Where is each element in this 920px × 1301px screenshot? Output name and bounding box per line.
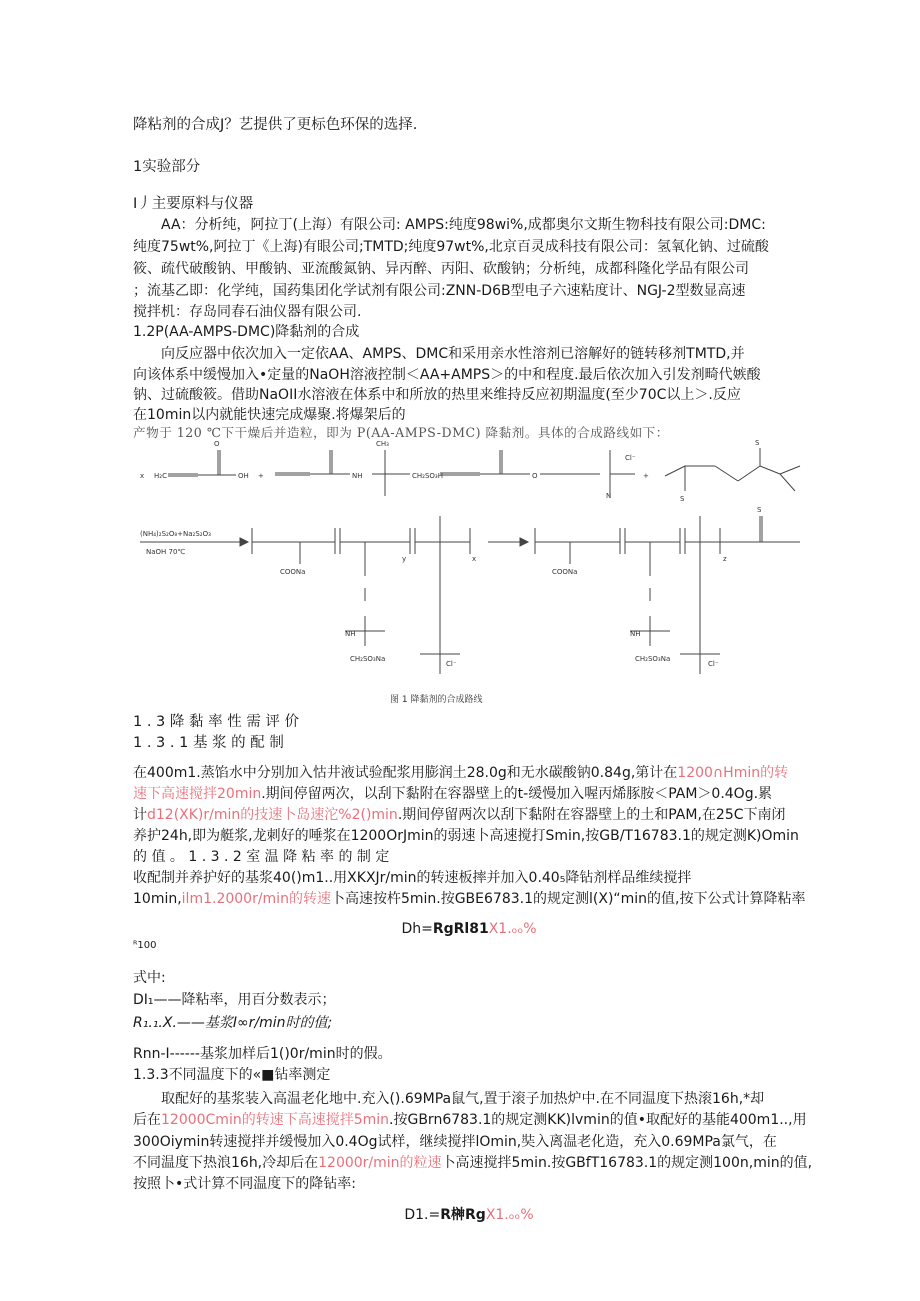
polymer2-nh-label: NH xyxy=(630,630,641,638)
base-slurry-text: .期间停留两次，以刮下黏附在容器壁上的t-缓慢加入喔丙烯豚胺＜PAM＞0.4Og.累 xyxy=(261,786,773,802)
amps-ch3-label: CH₃ xyxy=(376,440,389,448)
temp-line-3: 300Oiymin转速搅拌并缓慢加入0.4Og试样，继续搅拌lOmin,奘入离温老化造，充入0.69MPa氯气，在 xyxy=(133,1134,777,1150)
definition-2: R₁.₁.X.——基浆I∞r/min时的值; xyxy=(133,1015,333,1031)
polymer1-coona-label: COONa xyxy=(280,568,306,576)
dmc-o-label: O xyxy=(532,472,538,480)
r100-label: ᴿ100 xyxy=(133,940,157,951)
formula-lhs: Dh= xyxy=(401,921,433,937)
subsection-heading-synthesis: 1.2P(AA-AMPS-DMC)降黏剂的合成 xyxy=(133,324,360,340)
amps-nh-label: NH xyxy=(352,472,363,480)
polymer1-y-label: y xyxy=(402,555,407,563)
subsection-heading-temperature: 1.3.3不同温度下的«■钻率测定 xyxy=(133,1067,331,1083)
base-slurry-text: 10min, xyxy=(133,891,182,907)
base-slurry-line-4: 养护24h,即为艇浆,龙刺好的唾浆在1200OrJmin的弱速卜高速搅打Smin,按GB/T16783.1的规定测K)Omin xyxy=(133,828,799,844)
formula-fraction: RgRl81 xyxy=(432,921,489,937)
subsection-heading-materials: I丿主要原料与仪器 xyxy=(133,196,254,212)
synthesis-line-3: 钠、过硫酸筱。借助NaOII水溶液在体系中和所放的热里来维持反应初期温度(至少70C以上＞.反应 xyxy=(133,387,741,403)
monomer-oh-label: OH xyxy=(238,472,249,480)
figure-caption: 图 1 降黏剂的合成路线 xyxy=(390,695,483,705)
formula-fraction: R榊Rg xyxy=(440,1207,486,1223)
amps-so3h-label: CH₂SO₃H xyxy=(412,472,443,480)
polymer1-nh-label: NH xyxy=(345,630,356,638)
base-slurry-text: 计 xyxy=(133,807,147,823)
polymer2-so3na-label: CH₂SO₃Na xyxy=(635,655,671,663)
synthesis-line-2: 向该体系中缓慢加入•定量的NaOH溶液控制＜AA+AMPS＞的中和程度.最后依次加入引发剂畸代嫉酸 xyxy=(133,367,761,383)
highlight-text: d12(XK)r/min的技速卜岛速沱%2()min xyxy=(147,807,398,823)
subsection-heading-base-slurry: 1 . 3 . 1 基 浆 的 配 制 xyxy=(133,735,284,751)
base-slurry-line-1 xyxy=(133,763,805,783)
section-heading-experimental: 1实验部分 xyxy=(133,159,201,175)
materials-line-3: 筱、疏代破酸钠、甲酸钠、亚流酸氮钠、异丙醉、丙阳、砍酸钠；分析纯，成都科隆化学品有限公司 xyxy=(133,261,749,277)
base-slurry-line-5: 的 值 。 1 . 3 . 2 室 温 降 粘 率 的 制 定 xyxy=(133,849,390,865)
formula-multiplier: X1.ₒₒ% xyxy=(485,1207,534,1223)
temp-text: 后在 xyxy=(133,1112,161,1128)
tmtd-plus-label: + xyxy=(643,472,649,480)
tmtd-s-label: S xyxy=(680,495,685,503)
intro-line: 降粘剂的合成J？艺提供了更标色环保的选择. xyxy=(133,117,418,133)
materials-line-4: ；流基乙即：化学纯，国药集团化学试剂有限公司:ZNN-D6B型电子六速粘度计、NGJ-2型数显高速 xyxy=(133,283,746,299)
reagents-line-1: (NH₄)₂S₂O₈+Na₂S₂O₃ xyxy=(140,530,211,538)
base-slurry-line-3 xyxy=(133,805,805,825)
base-slurry-line-2 xyxy=(133,784,805,804)
base-slurry-line-7 xyxy=(133,889,805,909)
materials-line-1: AA：分析纯，阿拉丁(上海）有限公司: AMPS:纯度98wi%,成都奥尔文斯生物科技有限公司:DMC: xyxy=(161,217,766,233)
base-slurry-line-6: 收配制并养护好的基浆40()m1..用XKXJr/min的转速板摔并加入0.40₅降钻剂样品维续搅拌 xyxy=(133,870,692,886)
temp-line-4 xyxy=(133,1153,813,1173)
polymer1-so3na-label: CH₂SO₃Na xyxy=(350,655,386,663)
polymer2-s-label: S xyxy=(757,506,762,514)
polymer2-coona-label: COONa xyxy=(552,568,578,576)
temp-text: .按GBrn6783.1的规定测KK)lvmin的值•取配好的基能400m1..,用 xyxy=(389,1112,807,1128)
base-slurry-text: 卜高速按杵5min.按GBE6783.1的规定测l(X)“min的值,按下公式计算降粘率 xyxy=(330,891,806,907)
where-label: 式中: xyxy=(133,970,166,986)
highlight-text: ilm1.2000r/min的转速 xyxy=(181,891,331,907)
subsection-heading-evaluation: 1 . 3 降 黏 率 性 需 评 价 xyxy=(133,714,300,730)
base-slurry-text: 在400m1.蒸馅水中分别加入怙井液试验配浆用膨润土28.0g和无水碳酸钠0.84g,第计在 xyxy=(133,765,678,781)
reagents-line-2: NaOH 70℃ xyxy=(146,548,186,556)
tmtd-s2-label: S xyxy=(755,439,760,447)
synthesis-line-4: 在10min以内就能快速完成爆聚.将爆架后的 xyxy=(133,407,406,423)
synthesis-route-figure xyxy=(140,436,810,706)
dmc-n-label: N xyxy=(606,492,612,500)
polymer1-x-label: x xyxy=(472,555,477,563)
materials-line-2: 纯度75wt%,阿拉丁《上海)有眼公司;TMTD;纯度97wt%,北京百灵成科技有限公司：氢氧化钠、过硫酸 xyxy=(133,239,769,255)
monomer-ch2-label: H₂C xyxy=(154,472,167,480)
product-line: 产物于 120 ℃下干燥后并造粒，即为 P(AA-AMPS-DMC) 降黏剂。具体的合成路线如下： xyxy=(133,425,669,440)
formula-temperature xyxy=(133,1205,805,1225)
formula-lhs: D1.= xyxy=(404,1207,441,1223)
monomer-o-label: O xyxy=(214,440,220,448)
materials-line-5: 搅拌机：存岛同春石油仪器有限公司. xyxy=(133,304,362,320)
base-slurry-text: .期间停留两次以刮下黏附在容器壁上的土和PAM,在25C下南闭 xyxy=(397,807,786,823)
polymer1-cl-label: Cl⁻ xyxy=(446,660,457,668)
highlight-text: 12000r/min的粒速 xyxy=(318,1155,442,1171)
polymer2-cl-label: Cl⁻ xyxy=(708,660,719,668)
plus-label: + xyxy=(258,472,264,480)
dmc-cl-label: Cl⁻ xyxy=(625,454,636,462)
definition-3: Rnn-I------基浆加样后1()0r/min时的假。 xyxy=(133,1046,392,1062)
highlight-text: 12000Cmin的转速下高速搅拌5min xyxy=(161,1112,390,1128)
temp-line-1: 取配好的基浆装入高温老化地中.充入().69MPa鼠气,置于滚子加热炉中.在不同温度下热滚16h,*却 xyxy=(161,1091,765,1107)
formula-multiplier: X1.ₒₒ% xyxy=(488,921,537,937)
synthesis-line-1: 向反应器中依次加入一定依AA、AMPS、DMC和采用亲水性溶剂已溶解好的链转移剂TMTD,并 xyxy=(161,346,745,362)
polymer2-z-label: z xyxy=(723,555,727,563)
definition-1: DI₁——降粘率，用百分数表示； xyxy=(133,992,336,1008)
highlight-text: 速下高速搅拌20min xyxy=(133,786,262,802)
monomer-x-label: x xyxy=(140,472,145,480)
highlight-text: 1200∩Hmin的转 xyxy=(677,765,789,781)
temp-line-2 xyxy=(133,1110,805,1130)
temp-line-5: 按照卜•式计算不同温度下的降钻率: xyxy=(133,1176,356,1192)
temp-text: 卜高速搅拌5min.按GBfT16783.1的规定测100n,min的值, xyxy=(441,1155,813,1171)
temp-text: 不同温度下热浪16h,冷却后在 xyxy=(133,1155,319,1171)
